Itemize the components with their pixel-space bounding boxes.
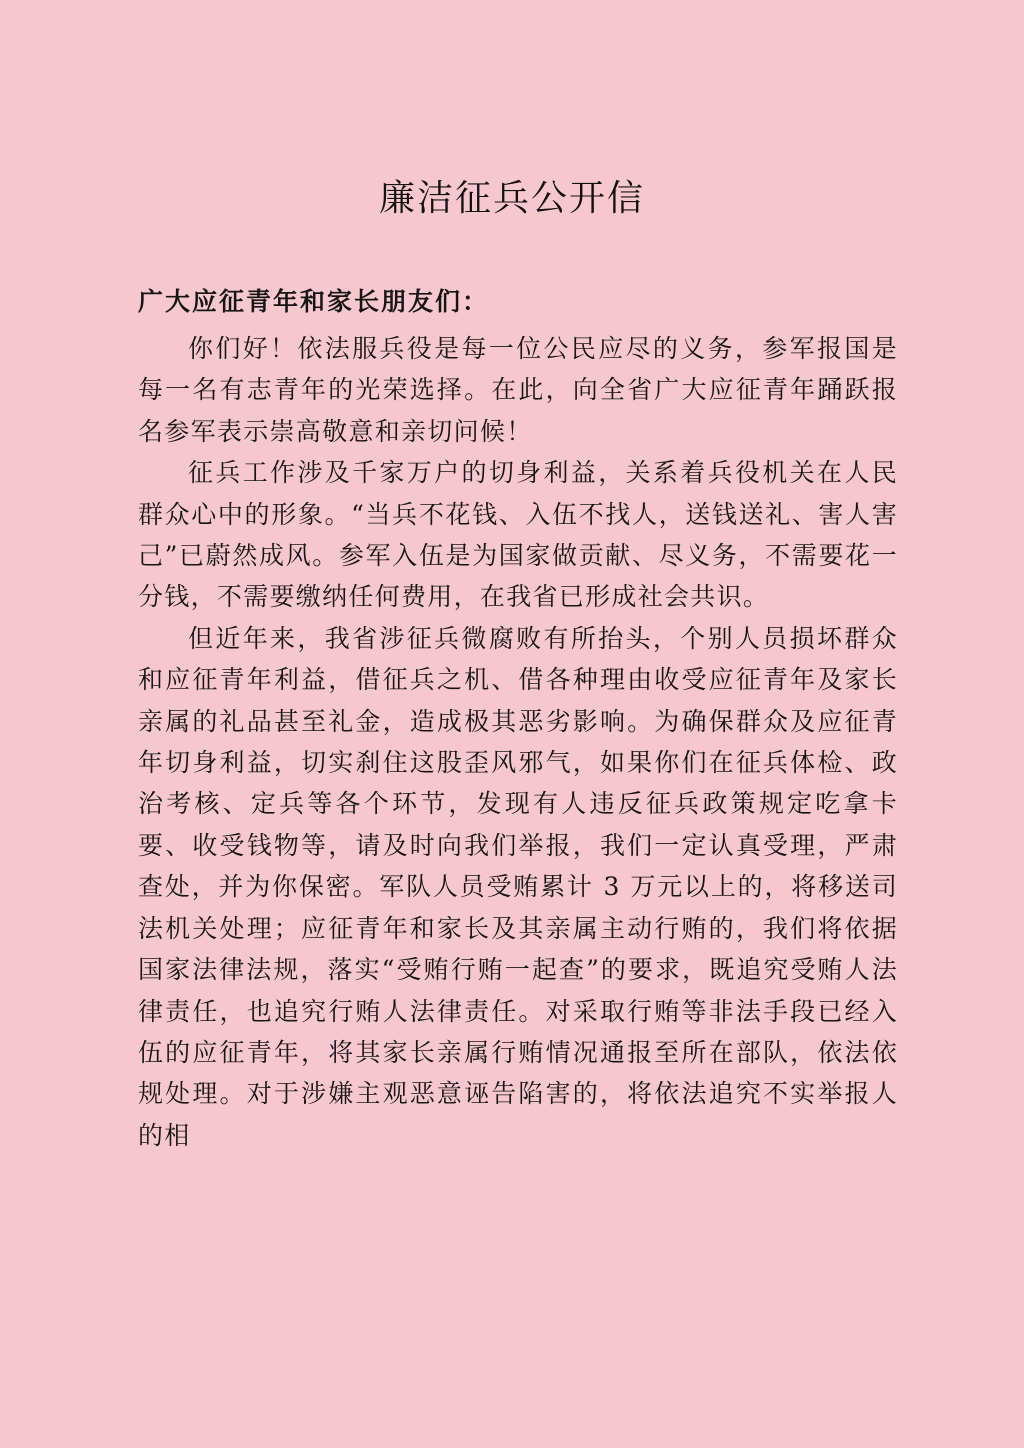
salutation: 广大应征青年和家长朋友们： <box>138 287 490 316</box>
paragraph-background: 征兵工作涉及千家万户的切身利益，关系着兵役机关在人民群众心中的形象。“当兵不花钱、入伍不找人，送钱送礼、害人害己”已蔚然成风。参军入伍是为国家做贡献、尽义务，不需要花一分钱，不需要缴纳任何费用，在我省已形成社会共识。 <box>138 458 898 612</box>
paragraph-greeting: 你们好！依法服兵役是每一位公民应尽的义务，参军报国是每一名有志青年的光荣选择。在此，向全省广大应征青年踊跃报名参军表示崇高敬意和亲切问候！ <box>138 334 898 446</box>
letter-body <box>138 328 898 1156</box>
paragraph-report-guidance: 但近年来，我省涉征兵微腐败有所抬头，个别人员损坏群众和应征青年利益，借征兵之机、借各种理由收受应征青年及家长亲属的礼品甚至礼金，造成极其恶劣影响。为确保群众及应征青年切身利益，切实刹住这股歪风邪气，如果你们在征兵体检、政治考核、定兵等各个环节，发现有人违反征兵政策规定吃拿卡要、收受钱物等，请及时向我们举报，我们一定认真受理，严肃查处，并为你保密。军队人员受贿累计 3 万元以上的，将移送司法机关处理；应征青年和家长及其亲属主动行贿的，我们将依据国家法律法规，落实“受贿行贿一起查”的要求，既追究受贿人法律责任，也追究行贿人法律责任。对采取行贿等非法手段已经入伍的应征青年，将其家长亲属行贿情况通报至所在部队，依法依规处理。对于涉嫌主观恶意诬告陷害的，将依法追究不实举报人的相 <box>138 623 898 1150</box>
document-title: 廉洁征兵公开信 <box>378 178 645 219</box>
